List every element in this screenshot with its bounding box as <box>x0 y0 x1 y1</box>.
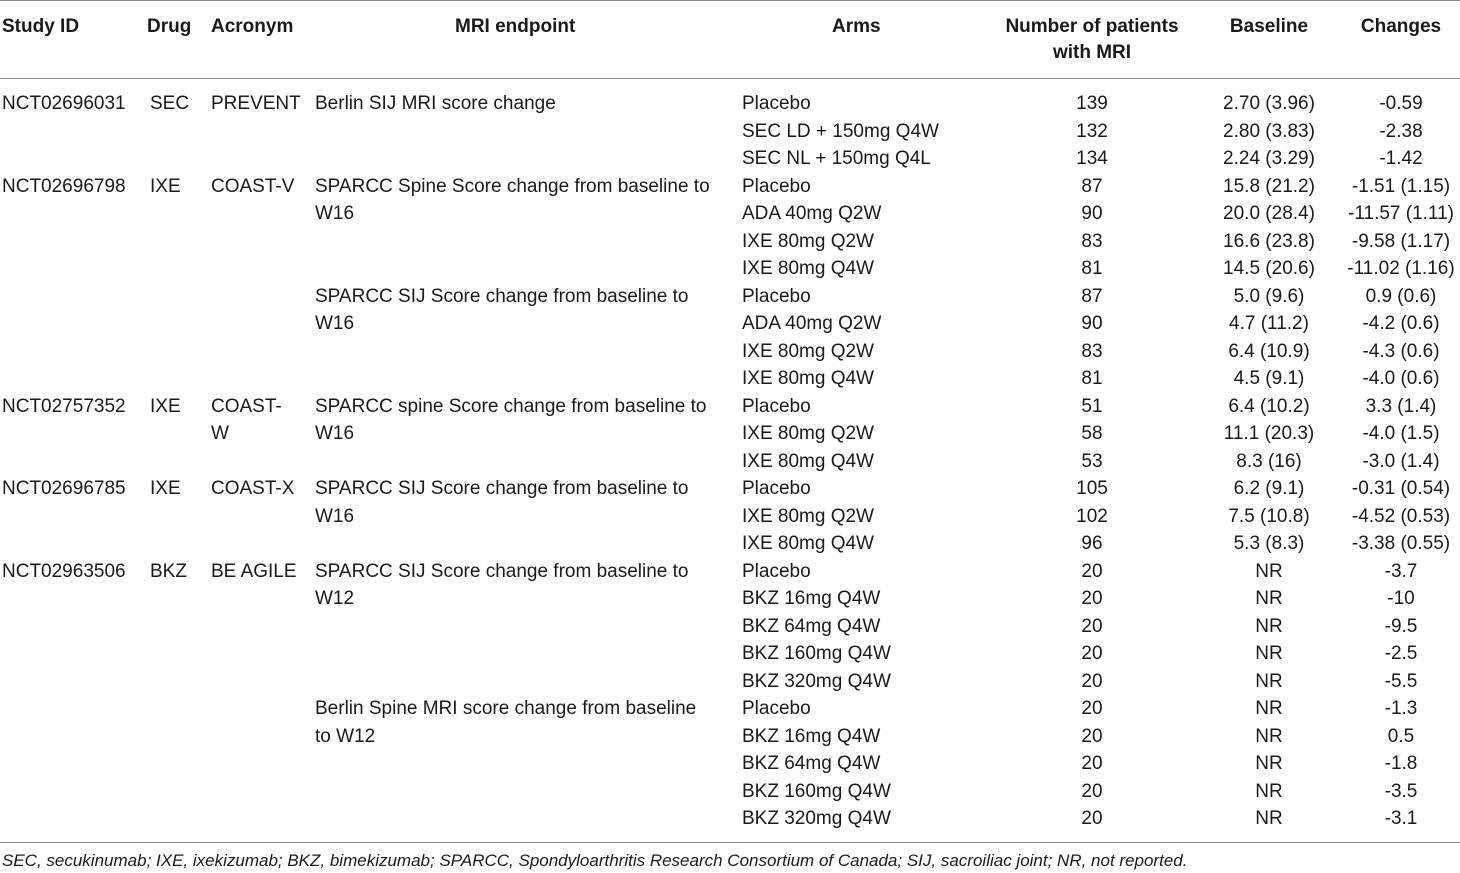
cell-baseline: NR <box>1255 670 1283 692</box>
cell-change: -1.51 (1.15) <box>1351 175 1451 197</box>
cell-mri-endpoint: SPARCC SIJ Score change from baseline to <box>315 560 689 582</box>
cell-baseline: 2.24 (3.29) <box>1223 148 1315 169</box>
cell-baseline: 11.1 (20.3) <box>1223 423 1315 444</box>
cell-study-id: NCT02696031 <box>2 93 126 114</box>
cell-mri-endpoint: W12 <box>315 588 355 609</box>
table-row <box>0 778 1460 806</box>
cell-mri-endpoint: SPARCC SIJ Score change from baseline to <box>315 285 689 307</box>
cell-change: -0.59 <box>1379 93 1423 114</box>
cell-arm: Placebo <box>742 698 811 719</box>
cell-arm: SEC NL + 150mg Q4L <box>742 148 931 169</box>
cell-study-id: NCT02757352 <box>2 395 126 417</box>
cell-number-of-patients: 83 <box>1081 230 1103 252</box>
cell-number-of-patients: 81 <box>1081 258 1103 279</box>
cell-change: -3.7 <box>1384 560 1418 582</box>
cell-baseline: 20.0 (28.4) <box>1223 203 1315 224</box>
header-mri-endpoint: MRI endpoint <box>455 16 576 37</box>
cell-drug: BKZ <box>150 560 187 582</box>
cell-mri-endpoint: SPARCC SIJ Score change from baseline to <box>315 478 689 499</box>
cell-baseline: 4.7 (11.2) <box>1229 313 1309 334</box>
table-row <box>0 530 1460 558</box>
table-header <box>0 14 1460 78</box>
cell-arm: IXE 80mg Q2W <box>742 505 874 527</box>
cell-arm: BKZ 64mg Q4W <box>742 753 881 774</box>
cell-arm: Placebo <box>742 93 811 114</box>
cell-number-of-patients: 20 <box>1081 643 1103 664</box>
cell-number-of-patients: 20 <box>1081 753 1103 774</box>
cell-arm: BKZ 16mg Q4W <box>742 588 881 609</box>
cell-arm: Placebo <box>742 285 811 307</box>
cell-mri-endpoint: W16 <box>315 203 355 224</box>
cell-baseline: NR <box>1255 808 1283 829</box>
cell-arm: BKZ 64mg Q4W <box>742 615 881 637</box>
cell-change: -4.3 (0.6) <box>1362 340 1440 362</box>
header-bottom-rule <box>0 78 1460 79</box>
cell-number-of-patients: 90 <box>1081 313 1103 334</box>
cell-study-id: NCT02696798 <box>2 175 126 197</box>
table-row <box>0 695 1460 723</box>
cell-number-of-patients: 20 <box>1081 615 1103 637</box>
cell-arm: ADA 40mg Q2W <box>742 313 882 334</box>
cell-arm: Placebo <box>742 478 811 499</box>
cell-baseline: 16.6 (23.8) <box>1223 230 1315 252</box>
table-row <box>0 420 1460 448</box>
cell-number-of-patients: 105 <box>1076 478 1108 499</box>
cell-arm: ADA 40mg Q2W <box>742 203 882 224</box>
table-row <box>0 805 1460 833</box>
cell-number-of-patients: 20 <box>1081 588 1103 609</box>
cell-change: -9.58 (1.17) <box>1351 230 1451 252</box>
cell-number-of-patients: 51 <box>1081 395 1103 417</box>
cell-number-of-patients: 58 <box>1081 423 1103 444</box>
table-body <box>0 90 1460 833</box>
table-bottom-rule <box>0 842 1460 843</box>
cell-baseline: 5.0 (9.6) <box>1233 285 1305 307</box>
table-row <box>0 118 1460 146</box>
cell-arm: IXE 80mg Q4W <box>742 258 874 279</box>
table-row <box>0 503 1460 531</box>
cell-change: -1.42 <box>1379 148 1423 169</box>
cell-number-of-patients: 20 <box>1081 808 1103 829</box>
cell-arm: IXE 80mg Q2W <box>742 340 874 362</box>
table-top-rule <box>0 0 1460 1</box>
header-drug: Drug <box>147 16 192 37</box>
cell-change: -2.5 <box>1384 643 1418 664</box>
cell-drug: IXE <box>150 175 181 197</box>
table-row <box>0 365 1460 393</box>
table-row <box>0 558 1460 586</box>
cell-number-of-patients: 20 <box>1081 725 1103 747</box>
cell-mri-endpoint: Berlin Spine MRI score change from baseline <box>315 698 697 719</box>
cell-change: -2.38 <box>1379 120 1423 142</box>
cell-change: -3.38 (0.55) <box>1351 533 1451 554</box>
cell-baseline: NR <box>1255 725 1283 747</box>
cell-arm: BKZ 320mg Q4W <box>742 670 891 692</box>
cell-mri-endpoint: W16 <box>315 423 355 444</box>
header-acronym: Acronym <box>211 16 294 37</box>
cell-number-of-patients: 83 <box>1081 340 1103 362</box>
cell-arm: IXE 80mg Q2W <box>742 423 874 444</box>
table-footnote: SEC, secukinumab; IXE, ixekizumab; BKZ, bimekizumab; SPARCC, Spondyloarthritis Research Consortium of Canada; SIJ, sacroiliac joint; NR, not reported. <box>2 851 1188 870</box>
table-row <box>0 613 1460 641</box>
cell-change: -4.0 (1.5) <box>1362 423 1440 444</box>
cell-change: -4.2 (0.6) <box>1362 313 1440 334</box>
cell-number-of-patients: 53 <box>1081 450 1103 472</box>
cell-change: -1.3 <box>1384 698 1418 719</box>
table-row <box>0 585 1460 613</box>
cell-number-of-patients: 96 <box>1081 533 1103 554</box>
cell-arm: BKZ 320mg Q4W <box>742 808 891 829</box>
header-number-of-patients <box>992 14 1192 66</box>
cell-mri-endpoint: W16 <box>315 313 355 334</box>
cell-number-of-patients: 81 <box>1081 368 1103 389</box>
cell-change: -5.5 <box>1384 670 1418 692</box>
cell-number-of-patients: 87 <box>1081 175 1103 197</box>
cell-arm: Placebo <box>742 395 811 417</box>
table-row <box>0 145 1460 173</box>
cell-acronym: PREVENT <box>211 93 301 114</box>
cell-baseline: 4.5 (9.1) <box>1233 368 1305 389</box>
table-row <box>0 393 1460 421</box>
cell-acronym: COAST- <box>211 395 282 417</box>
cell-change: -3.0 (1.4) <box>1362 450 1440 472</box>
cell-baseline: NR <box>1255 615 1283 637</box>
header-study-id: Study ID <box>2 16 80 37</box>
cell-change: -9.5 <box>1384 615 1418 637</box>
cell-number-of-patients: 20 <box>1081 670 1103 692</box>
cell-baseline: NR <box>1255 780 1283 802</box>
cell-change: -3.5 <box>1384 780 1418 802</box>
cell-acronym: W <box>211 423 229 444</box>
cell-baseline: NR <box>1255 560 1283 582</box>
cell-acronym: BE AGILE <box>211 560 297 582</box>
cell-change: 0.5 <box>1387 725 1415 747</box>
cell-change: -4.0 (0.6) <box>1362 368 1440 389</box>
cell-baseline: 2.80 (3.83) <box>1223 120 1315 142</box>
cell-study-id: NCT02696785 <box>2 478 126 499</box>
cell-change: -10 <box>1387 588 1415 609</box>
cell-change: -1.8 <box>1384 753 1418 774</box>
cell-mri-endpoint: SPARCC spine Score change from baseline to <box>315 395 707 417</box>
cell-drug: SEC <box>150 93 190 114</box>
cell-number-of-patients: 20 <box>1081 780 1103 802</box>
cell-arm: BKZ 160mg Q4W <box>742 780 891 802</box>
header-number-line1: Number of patients <box>1005 16 1179 37</box>
table-row <box>0 200 1460 228</box>
cell-change: -11.02 (1.16) <box>1347 258 1455 279</box>
cell-arm: IXE 80mg Q4W <box>742 368 874 389</box>
cell-baseline: 6.4 (10.2) <box>1228 395 1310 417</box>
header-arms: Arms <box>832 16 881 37</box>
cell-acronym: COAST-X <box>211 478 295 499</box>
cell-arm: SEC LD + 150mg Q4W <box>742 120 939 142</box>
table-row <box>0 255 1460 283</box>
cell-baseline: NR <box>1255 698 1283 719</box>
cell-baseline: 7.5 (10.8) <box>1228 505 1310 527</box>
cell-baseline: NR <box>1255 588 1283 609</box>
cell-mri-endpoint: SPARCC Spine Score change from baseline to <box>315 175 710 197</box>
cell-baseline: 6.4 (10.9) <box>1228 340 1310 362</box>
cell-arm: IXE 80mg Q2W <box>742 230 874 252</box>
cell-change: 0.9 (0.6) <box>1365 285 1437 307</box>
cell-change: -11.57 (1.11) <box>1348 203 1454 224</box>
cell-number-of-patients: 102 <box>1076 505 1108 527</box>
cell-number-of-patients: 132 <box>1076 120 1108 142</box>
table-row <box>0 228 1460 256</box>
table-row <box>0 668 1460 696</box>
cell-arm: IXE 80mg Q4W <box>742 533 874 554</box>
cell-baseline: 15.8 (21.2) <box>1223 175 1315 197</box>
table-row <box>0 310 1460 338</box>
table-row <box>0 448 1460 476</box>
cell-arm: Placebo <box>742 175 811 197</box>
cell-arm: BKZ 160mg Q4W <box>742 643 891 664</box>
cell-number-of-patients: 20 <box>1081 560 1103 582</box>
cell-arm: Placebo <box>742 560 811 582</box>
cell-study-id: NCT02963506 <box>2 560 126 582</box>
table-row <box>0 640 1460 668</box>
cell-change: -0.31 (0.54) <box>1351 478 1451 499</box>
cell-number-of-patients: 20 <box>1081 698 1103 719</box>
cell-number-of-patients: 87 <box>1081 285 1103 307</box>
cell-change: -4.52 (0.53) <box>1351 505 1451 527</box>
cell-change: -3.1 <box>1384 808 1418 829</box>
cell-baseline: 14.5 (20.6) <box>1223 258 1315 279</box>
cell-number-of-patients: 134 <box>1076 148 1108 169</box>
cell-baseline: 8.3 (16) <box>1236 450 1302 472</box>
header-number-line2: with MRI <box>1052 42 1132 63</box>
table-row <box>0 283 1460 311</box>
cell-change: 3.3 (1.4) <box>1365 395 1437 417</box>
cell-number-of-patients: 90 <box>1081 203 1103 224</box>
table-row <box>0 750 1460 778</box>
cell-baseline: 6.2 (9.1) <box>1233 478 1305 499</box>
header-baseline: Baseline <box>1229 16 1309 37</box>
table-row <box>0 338 1460 366</box>
table-row <box>0 173 1460 201</box>
header-changes: Changes <box>1360 16 1442 37</box>
cell-arm: IXE 80mg Q4W <box>742 450 874 472</box>
cell-number-of-patients: 139 <box>1076 93 1108 114</box>
cell-baseline: 5.3 (8.3) <box>1233 533 1305 554</box>
cell-mri-endpoint: Berlin SIJ MRI score change <box>315 93 556 114</box>
cell-baseline: 2.70 (3.96) <box>1223 93 1315 114</box>
cell-baseline: NR <box>1255 753 1283 774</box>
cell-baseline: NR <box>1255 643 1283 664</box>
table-row <box>0 723 1460 751</box>
cell-drug: IXE <box>150 478 181 499</box>
table-row <box>0 90 1460 118</box>
cell-mri-endpoint: to W12 <box>315 725 376 747</box>
cell-drug: IXE <box>150 395 181 417</box>
table-row <box>0 475 1460 503</box>
cell-arm: BKZ 16mg Q4W <box>742 725 881 747</box>
cell-mri-endpoint: W16 <box>315 505 355 527</box>
cell-acronym: COAST-V <box>211 175 295 197</box>
